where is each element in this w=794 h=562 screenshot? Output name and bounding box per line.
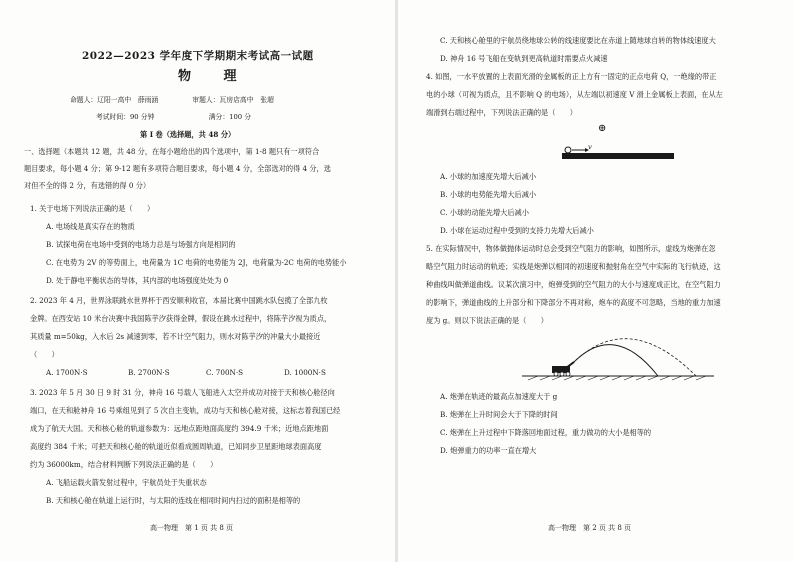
q3-option: C. 天和核心舱里的宇航员绕地球公转的线速度要比在赤道上随地球自转的物体线速度大 — [440, 36, 716, 45]
page-footer: 高一物理 第 2 页 共 8 页 — [548, 524, 632, 532]
q2-line: 2. 2023 年 4 月，世界泳联跳水世界杯于西安顺利收官，本届比赛中国跳水队包揽了全部九枚 — [30, 296, 328, 305]
q4-line: 电的小球（可视为质点，且不影响 Q 的电场），从左端以初速度 V 滑上金属板上表面，在从左 — [426, 90, 723, 99]
ideal-trajectory — [572, 339, 696, 376]
left-page — [0, 0, 396, 562]
q1-option: D. 处于静电平衡状态的导体，其内部的电场强度处处为 0 — [46, 276, 229, 285]
q5-line: 略空气阻力时运动的轨迹；实线是炮弹以相同的初速度和抛射角在空气中实际的飞行轨迹，这 — [426, 262, 721, 271]
q3-line: 端口，在天和舱神舟 16 号乘组见到了 5 次自主变轨，成功与天和核心舱对接，这标志着我国已经 — [30, 406, 341, 415]
q5-line: 5. 在实际情况中，物体做抛体运动时总会受到空气阻力的影响，如图所示，虚线为炮弹在忽 — [426, 244, 716, 253]
wheel-icon — [566, 372, 570, 376]
q5-option: A. 炮弹在轨迹的最高点加速度大于 g — [440, 392, 558, 401]
time-line: 考试时间：90 分钟 满分：100 分 — [96, 113, 252, 121]
exam-title: 2022—2023 学年度下学期期末考试高一试题 — [82, 50, 314, 62]
page-footer: 高一物理 第 1 页 共 8 页 — [150, 524, 234, 532]
wheel-icon — [560, 372, 564, 376]
q1-option: C. 在电势为 2V 的等势面上，电荷量为 1C 电荷的电势能为 2J，电荷量为-2C 电荷的电势能小 — [46, 258, 347, 267]
instruction-line: 一、选择题（本题共 12 题，共 48 分，在每小题给出的四个选项中，第 1-8 题只有一项符合 — [24, 147, 320, 156]
q5-line: 的影响下，弹道曲线的上升部分和下降部分不再对称，炮车的高度不可忽略，当地的重力加速 — [426, 298, 721, 307]
section-header: 第 I 卷（选择题，共 48 分） — [140, 130, 236, 139]
q4-option: C. 小球的动能先增大后减小 — [440, 208, 529, 217]
q5-option: C. 炮弹在上升过程中下降落回地面过程，重力做功的大小是相等的 — [440, 428, 652, 437]
positive-charge-icon: ⊕ — [598, 123, 607, 134]
actual-trajectory — [572, 345, 658, 376]
subject-title: 物 理 — [178, 69, 251, 84]
q2-option-d: D. 1000N·S — [284, 368, 326, 377]
velocity-label: v — [588, 143, 592, 151]
q2-option-c: C. 700N·S — [206, 368, 244, 377]
wheel-icon — [554, 372, 558, 376]
q5-trajectory-figure — [518, 328, 718, 388]
q5-option: B. 炮弹在上升时间会大于下降的时间 — [440, 410, 558, 419]
ground-hatch — [528, 376, 706, 380]
q4-option: D. 小球在运动过程中受到的支持力先增大后减小 — [440, 226, 594, 235]
charged-ball — [565, 147, 571, 153]
authors-line: 命题人：辽阳一高中 薛雨涵 审题人：瓦房店高中 张超 — [70, 96, 274, 104]
q3-line: 成为了航天大国。天和核心舱的轨道参数为：远地点距地面高度约 394.9 千米；近地点距地面 — [30, 424, 329, 433]
q2-line: （ ） — [30, 350, 59, 359]
q3-option: B. 天和核心舱在轨道上运行时，与太阳的连线在相同时间内扫过的面积是相等的 — [46, 496, 301, 505]
q2-option-a: A. 1700N·S — [46, 368, 88, 377]
q3-option: A. 飞船运载火箭发射过程中，宇航员处于失重状态 — [46, 478, 207, 487]
q4-line: 4. 如图，一水平放置的上表面光滑的金属板的正上方有一固定的正点电荷 Q，一绝缘的带正 — [426, 72, 717, 81]
q3-line: 高度约 384 千米；可把天和核心舱的轨道近似看成圆周轨道，已知同步卫星距地球表面高度 — [30, 442, 322, 451]
q3-line: 3. 2023 年 5 月 30 日 9 时 31 分，神舟 16 号载人飞船进入太空并成功对接于天和核心舱径向 — [30, 388, 335, 397]
q5-option: D. 炮弹重力的功率一直在增大 — [440, 446, 537, 455]
q4-option: B. 小球的电势能先增大后减小 — [440, 190, 537, 199]
q1-option: A. 电场线是真实存在的物质 — [46, 222, 135, 231]
q4-line: 端滑到右端过程中，下列说法正确的是（ ） — [426, 108, 577, 117]
instruction-line: 题目要求，每小题 4 分；第 9-12 题有多项符合题目要求，每小题 4 分，全部选对的得 4 分，选 — [24, 164, 331, 173]
q2-option-b: B. 2700N·S — [128, 368, 170, 377]
q1-option: B. 试探电荷在电场中受到的电场力总是与场强方向是相同的 — [46, 240, 236, 249]
q5-line: 种曲线叫做弹道曲线。议某次演习中，炮弹受到的空气阻力的大小与速度成正比，在空气阻力 — [426, 280, 721, 289]
q1-stem: 1. 关于电场下列说法正确的是（ ） — [30, 204, 155, 213]
q3-line: 约为 36000km，结合材料判断下列说法正确的是（ ） — [30, 460, 218, 469]
q4-option: A. 小球的加速度先增大后减小 — [440, 172, 537, 181]
instruction-line: 对但不全的得 2 分，有选错的得 0 分） — [24, 181, 151, 190]
q4-figure — [548, 143, 688, 163]
q3-option: D. 神舟 16 号飞船在变轨到更高轨道时需要点火减速 — [440, 54, 608, 63]
q2-line: 金牌。在西安站 10 米台决赛中我国陈芋汐获得金牌，假设在跳水过程中，将陈芋汐视为质点， — [30, 314, 332, 323]
right-page — [398, 0, 794, 562]
metal-plate — [562, 153, 674, 159]
q5-line: 度为 g。则以下说法正确的是（ ） — [426, 316, 548, 325]
q2-line: 其质量 m=50kg，入水后 2s 减速到零，若不计空气阻力，则水对陈芋汐的冲量大小最接近 — [30, 332, 321, 341]
